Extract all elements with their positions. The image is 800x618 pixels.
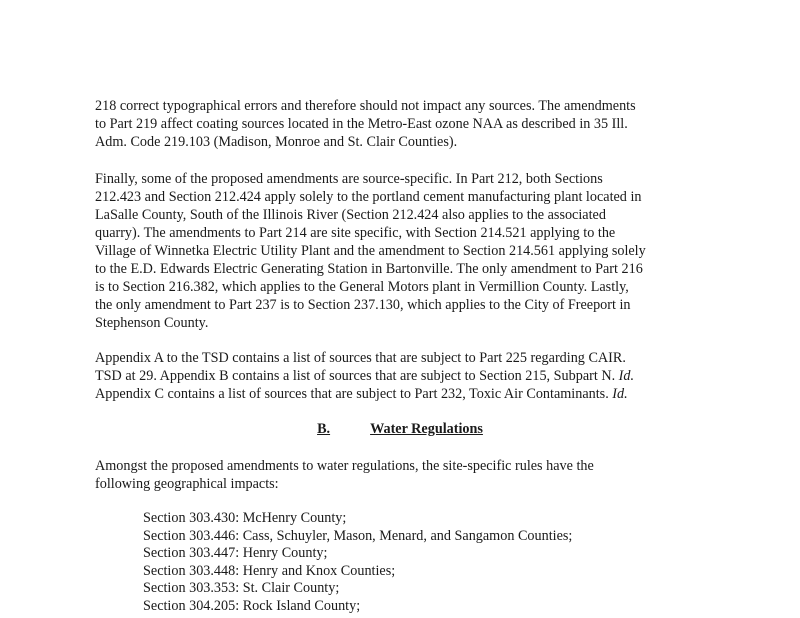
text-line: LaSalle County, South of the Illinois River (Section 212.424 also applies to the associated — [95, 207, 606, 223]
text-line: to the E.D. Edwards Electric Generating Station in Bartonville. The only amendment to Part 216 — [95, 261, 643, 277]
text-span: Appendix C contains a list of sources that are subject to Part 232, Toxic Air Contaminants. — [95, 386, 613, 402]
text-span: TSD at 29. Appendix B contains a list of sources that are subject to Section 215, Subpart N. — [95, 368, 619, 384]
list-item: Section 303.447: Henry County; — [143, 545, 328, 562]
text-line — [95, 385, 720, 403]
list-item: Section 303.353: St. Clair County; — [143, 580, 340, 597]
text-line: is to Section 216.382, which applies to the General Motors plant in Vermillion County. Lastly, — [95, 279, 629, 295]
list-item: Section 303.430: McHenry County; — [143, 510, 347, 526]
text-line: 212.423 and Section 212.424 apply solely to the portland cement manufacturing plant located in — [95, 189, 642, 205]
text-line: Stephenson County. — [95, 315, 209, 331]
paragraph-source-specific — [95, 170, 720, 332]
text-line: quarry). The amendments to Part 214 are site specific, with Section 214.521 applying to the — [95, 225, 616, 241]
text-line: Appendix A to the TSD contains a list of sources that are subject to Part 225 regarding CAIR. — [95, 350, 626, 366]
text-line: Adm. Code 219.103 (Madison, Monroe and St. Clair Counties). — [95, 134, 458, 150]
citation-id: Id. — [612, 386, 628, 402]
list-item: Section 303.446: Cass, Schuyler, Mason, Menard, and Sangamon Counties; — [143, 527, 573, 544]
list-item: Section 304.205: Rock Island County; — [143, 597, 361, 614]
citation-id: Id. — [618, 368, 635, 384]
section-list — [143, 510, 572, 616]
text-line: to Part 219 affect coating sources located in the Metro-East ozone NAA as described in 35 Ill. — [95, 116, 628, 132]
section-title: Water Regulations — [370, 421, 483, 437]
text-line: following geographical impacts: — [95, 476, 279, 492]
paragraph-part-218-219 — [95, 97, 720, 151]
paragraph-water-intro — [95, 457, 720, 493]
text-line — [95, 367, 720, 385]
section-heading — [0, 420, 800, 438]
text-line: Amongst the proposed amendments to water regulations, the site-specific rules have the — [95, 458, 594, 474]
text-line: Finally, some of the proposed amendments are source-specific. In Part 212, both Sections — [95, 171, 603, 187]
text-line: Village of Winnetka Electric Utility Plant and the amendment to Section 214.561 applying solely — [95, 243, 646, 259]
paragraph-appendices — [95, 349, 720, 403]
text-line: the only amendment to Part 237 is to Section 237.130, which applies to the City of Freeport in — [95, 297, 631, 313]
section-number: B. — [317, 421, 331, 437]
text-line: 218 correct typographical errors and therefore should not impact any sources. The amendments — [95, 98, 636, 114]
list-item: Section 303.448: Henry and Knox Counties; — [143, 562, 396, 579]
